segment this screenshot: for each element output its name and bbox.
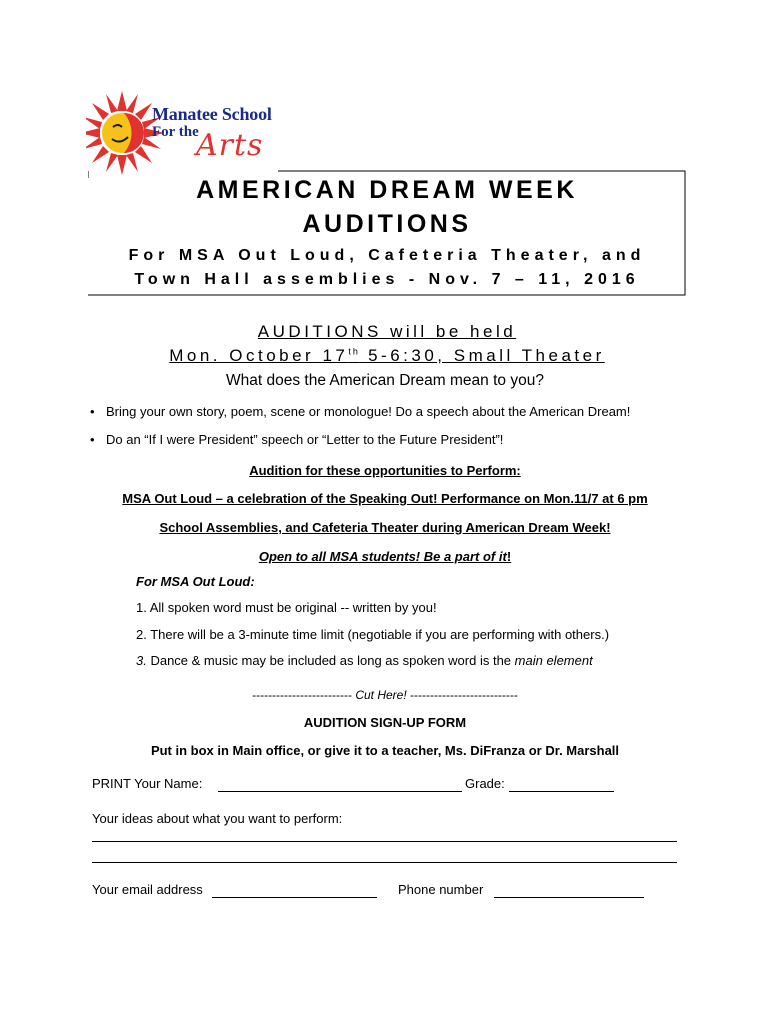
cut-dashes-left: ------------------------- [252, 688, 356, 702]
rules-heading: For MSA Out Loud: [136, 574, 255, 589]
ideas-field-line-1[interactable] [92, 841, 677, 842]
rule-item: 2. There will be a 3-minute time limit (negotiable if you are performing with others.) [136, 627, 610, 642]
logo-for-the: For the [152, 124, 199, 140]
opportunity-msa-out-loud: MSA Out Loud – a celebration of the Speaking Out! Performance on Mon.11/7 at 6 pm [122, 491, 648, 506]
rule-item-3-emphasis: main element [514, 653, 593, 668]
signup-instructions: Put in box in Main office, or give it to a teacher, Ms. DiFranza or Dr. Marshall [150, 743, 620, 758]
rule-item-3-text: Dance & music may be included as long as spoken word is the [146, 653, 515, 668]
phone-label: Phone number [398, 882, 484, 897]
grade-field[interactable] [509, 791, 614, 792]
email-label: Your email address [92, 882, 203, 897]
auditions-held-heading: AUDITIONS will be held [257, 322, 517, 341]
open-to-all-mark: ! [506, 549, 512, 564]
cut-dashes-right: --------------------------- [406, 688, 518, 702]
cut-here-line [0, 688, 770, 702]
opportunity-assemblies: School Assemblies, and Cafeteria Theater during American Dream Week! [159, 520, 611, 535]
auditions-date-suffix: th [348, 346, 360, 357]
phone-field[interactable] [494, 897, 644, 898]
name-label: PRINT Your Name: [92, 776, 203, 791]
signup-form-title: AUDITION SIGN-UP FORM [303, 715, 467, 730]
bullet-item: • Bring your own story, poem, scene or monologue! Do a speech about the American Dream! [90, 404, 631, 419]
cut-here-text: Cut Here! [355, 688, 407, 702]
email-field[interactable] [212, 897, 377, 898]
title-line-1: AMERICAN DREAM WEEK [196, 176, 578, 204]
american-dream-question: What does the American Dream mean to you? [226, 372, 544, 389]
rule-item-3 [136, 653, 593, 668]
bullet-item: • Do an “If I were President” speech or “Letter to the Future President”! [90, 432, 504, 447]
opportunities-heading: Audition for these opportunities to Perform: [249, 463, 521, 478]
subtitle-line-2: Town Hall assemblies - Nov. 7 – 11, 2016 [134, 271, 640, 288]
title-line-2: AUDITIONS [302, 210, 472, 238]
name-field[interactable] [218, 791, 462, 792]
logo-arts-script: Arts [196, 128, 264, 163]
subtitle-line-1: For MSA Out Loud, Cafeteria Theater, and [128, 247, 646, 264]
open-to-all-text: Open to all MSA students! Be a part of it [258, 549, 507, 564]
ideas-field-line-2[interactable] [92, 862, 677, 863]
logo-school-name: Manatee School [152, 104, 272, 124]
auditions-date-time [88, 346, 686, 366]
grade-label: Grade: [465, 776, 505, 791]
bullet-text: Bring your own story, poem, scene or monologue! Do a speech about the American Dream! [106, 404, 631, 419]
bullet-text: Do an “If I were President” speech or “Letter to the Future President”! [106, 432, 504, 447]
rule-item: 1. All spoken word must be original -- written by you! [136, 600, 437, 615]
rule-item-3-number: 3. [136, 653, 147, 668]
open-to-all-note [0, 549, 770, 564]
auditions-time-place: 5-6:30, Small Theater [359, 346, 605, 365]
ideas-label: Your ideas about what you want to perform: [92, 811, 343, 826]
auditions-date: Mon. October 17 [169, 346, 349, 365]
